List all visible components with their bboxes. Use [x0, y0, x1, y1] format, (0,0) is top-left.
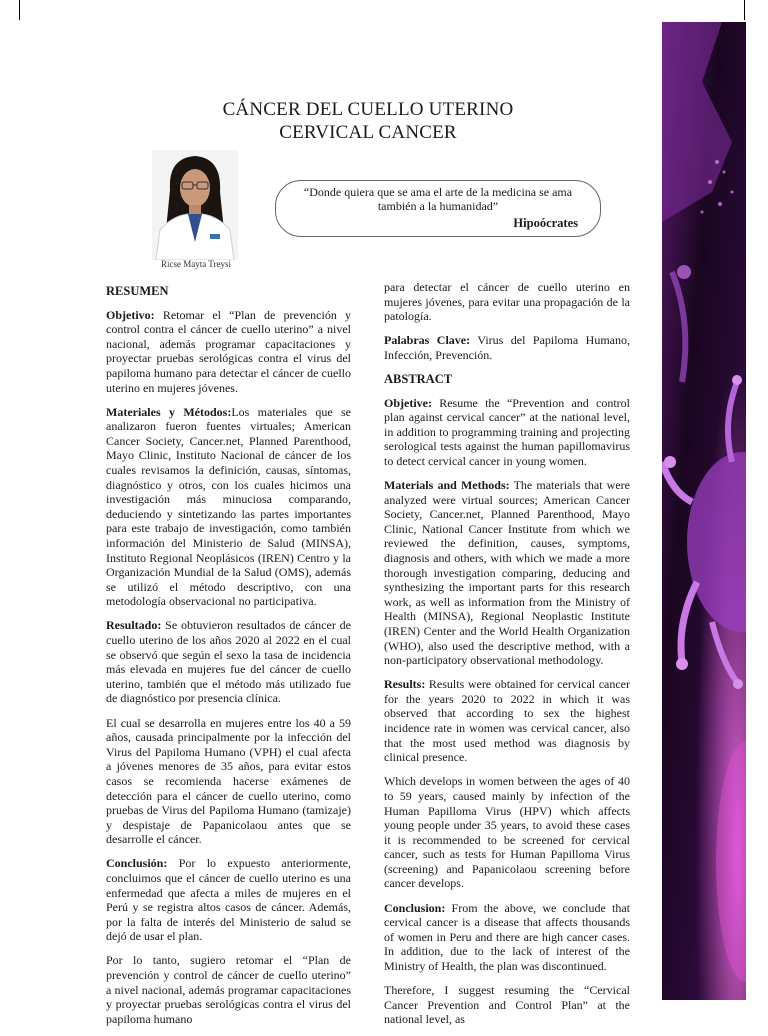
abstract-objective [384, 396, 630, 469]
text: Se obtuvieron resultados de cáncer de cuello uterino de los años 2020 al 2022 en el cual se observó que según el sexo la tasa de incidencia más elevada en mujeres fue del cáncer de cuello uterino, también que el método más utilizado fue de diagnóstico por presencia clínica. [106, 618, 351, 706]
article-title [160, 98, 576, 144]
text: Virus del Papiloma Humano, Infección, Prevención. [384, 333, 631, 362]
title-english: CERVICAL CANCER [279, 122, 457, 143]
column-left [106, 280, 351, 1036]
label: Conclusión: [106, 856, 168, 871]
text: The materials that were analyzed were virtual sources; American Cancer Society, Cancer.net, Planned Parenthood, Mayo Clinic, National Cancer Institute from which we reviewed the definition, causes, symptoms, diagnosis and others, with which we made a more thorough investigation comparing, deducing and synthesizing the important parts for this research work, as well as information from the Ministry of Health (MINSA), Regional Neoplastic Institute (IREN) Center and the World Health Organization (WHO), also used the descriptive method, with a non-participatory observational methodology. [384, 478, 630, 668]
label: Objetive: [384, 395, 432, 410]
abstract-heading: ABSTRACT [384, 371, 453, 386]
label: Conclusion: [384, 900, 446, 915]
text: Los materiales que se analizaron fueron fuentes virtuales; American Cancer Society, Cancer.net, Planned Parenthood, Mayo Clinic, Instituto Nacional de cáncer de los cuales revisamos la definición, causas, síntomas, diagnóstico y otros, con los cuales hicimos una investigación más minuciosa comparando, deduciendo y sintetizando las partes importantes para este trabajo de investigación, como también información del Ministerio de Salud (MINSA), Instituto Regional Neoplásicos (IREN) Centro y la Organización Mundial de la Salud (OMS), además se utilizó el método descriptivo, con una metodología observacional no participativa. [106, 404, 351, 609]
resumen-materiales [106, 405, 351, 609]
crop-mark-right [744, 0, 745, 20]
resumen-parrafo-cual: El cual se desarrolla en mujeres entre los 40 a 59 años, causada principalmente por la infección del Virus del Papiloma Humano (VPH) el cual afecta a jóvenes menores de 35 años, para evitar estos casos se recomienda hacerse exámenes de detección para el cáncer de cuello uterino, como pruebas de Virus del Papiloma Humano (tamizaje) y despistaje de Papanicolaou antes que se desarrolle el cáncer. [106, 715, 351, 847]
resumen-parrafo-sugiero-cont: para detectar el cáncer de cuello uterino en mujeres jóvenes, para evitar una propagación de la patología. [384, 280, 630, 324]
text: Por lo expuesto anteriormente, concluimos que el cáncer de cuello uterino es una enfermedad que afecta a miles de mujeres en el Perú y se registra altos casos de cáncer. Además, por la falta de interés del Ministerio de salud se dejó de usar el plan. [106, 856, 351, 944]
quote-text: “Donde quiera que se ama el arte de la medicina se ama también a la humanidad” [303, 185, 573, 213]
resumen-parrafo-sugiero: Por lo tanto, sugiero retomar el “Plan de prevención y control de cáncer de cuello uterino” a nivel nacional, además programar capacitaciones y proyectar pruebas serológicas contra el virus del papiloma humano [106, 953, 351, 1026]
label: Results: [384, 677, 426, 692]
text: From the above, we conclude that cervical cancer is a disease that affects thousands of women in Peru and there are high cancer cases. In addition, due to the lack of interest of the Ministry of Health, the plan was discontinued. [384, 900, 630, 973]
column-right [384, 280, 630, 1036]
palabras-clave [384, 333, 630, 362]
text: Retomar el “Plan de prevención y control contra el cáncer de cuello uterino” a nivel nacional, además programar capacitaciones y proyectar pruebas serológicas contra el virus del papiloma humano para detectar el cáncer de cuello uterino en mujeres jóvenes. [106, 307, 351, 395]
label: Materiales y Métodos: [106, 404, 232, 419]
abstract-conclusion [384, 901, 630, 974]
label: Materials and Methods: [384, 478, 510, 493]
abstract-therefore: Therefore, I suggest resuming the “Cervical Cancer Prevention and Control Plan” at the national level, as [384, 983, 630, 1027]
label: Resultado: [106, 618, 162, 633]
resumen-conclusion [106, 856, 351, 944]
quote-author: Hipoócrates [513, 216, 578, 230]
text: Resume the “Prevention and control plan against cervical cancer” at the national level, in addition to programming training and projecting serological tests against the human papillomavirus to detect cervical cancer in young women. [384, 395, 630, 468]
label: Objetivo: [106, 307, 155, 322]
abstract-which: Which develops in women between the ages of 40 to 59 years, caused mainly by infection of the Human Papilloma Virus (HPV) which affects young people under 35 years, to avoid these cases it is recommended to be screened for cervical cancer, such as tests for Human Papilloma Virus (screening) and Papanicolaou screening before cancer develops. [384, 774, 630, 891]
author-photo [152, 150, 238, 260]
author-name: Ricse Mayta Treysi [160, 259, 231, 269]
resumen-objetivo [106, 308, 351, 396]
resumen-heading: RESUMEN [106, 284, 169, 298]
title-spanish: CÁNCER DEL CUELLO UTERINO [222, 99, 514, 120]
abstract-materials [384, 478, 630, 668]
resumen-resultado [106, 618, 351, 706]
virus-banner-image [662, 22, 746, 1000]
epigraph-quote [275, 180, 601, 237]
text: Results were obtained for cervical cancer for the years 2020 to 2022 in which it was observed that according to sex the highest incidence rate in women was cervical cancer, also that the most used method was diagnosis by clinical presence. [384, 677, 630, 765]
label: Palabras Clave: [384, 333, 471, 348]
abstract-results [384, 677, 630, 765]
